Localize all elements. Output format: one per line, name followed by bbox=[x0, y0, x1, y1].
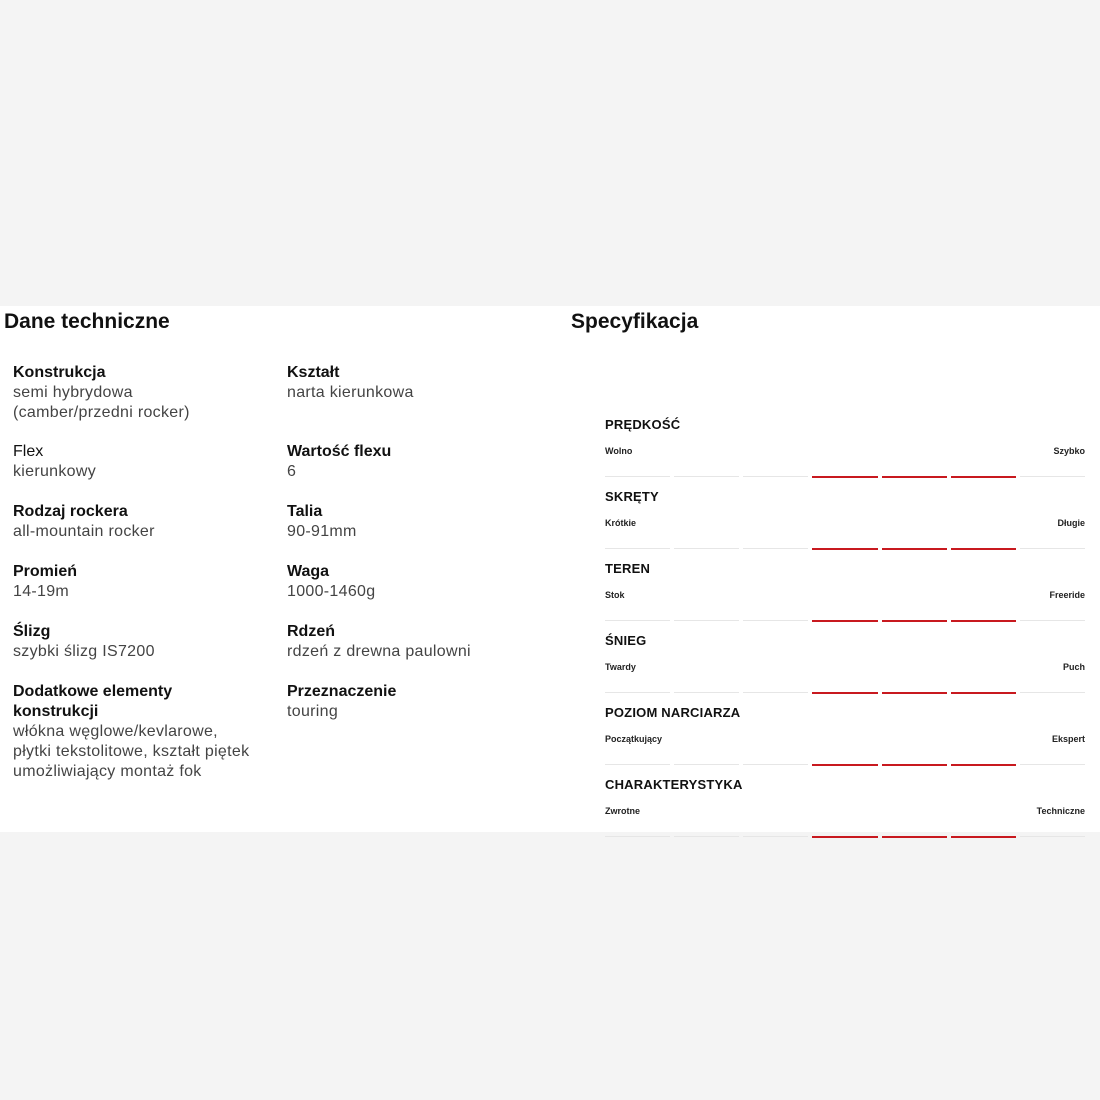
rating-segment bbox=[605, 462, 670, 477]
specification-title: Specyfikacja bbox=[571, 310, 699, 333]
rating-bar bbox=[605, 606, 1085, 620]
field-flex bbox=[13, 442, 263, 482]
field-label: Ślizg bbox=[13, 623, 51, 640]
field-value: 6 bbox=[287, 463, 297, 480]
rating-segment-active bbox=[812, 750, 877, 766]
rating-bar bbox=[605, 678, 1085, 692]
rating-segment bbox=[743, 678, 808, 693]
spec-min-label: Wolno bbox=[605, 446, 633, 456]
rating-segment-active bbox=[882, 462, 947, 478]
field-purpose bbox=[287, 682, 537, 722]
rating-segment bbox=[674, 678, 739, 693]
field-label: Dodatkowe elementy konstrukcji bbox=[13, 683, 173, 720]
field-value: all-mountain rocker bbox=[13, 523, 155, 540]
spec-max-label: Szybko bbox=[1053, 446, 1085, 456]
rating-segment bbox=[605, 750, 670, 765]
field-label: Talia bbox=[287, 503, 323, 520]
field-label: Konstrukcja bbox=[13, 364, 106, 381]
rating-segment bbox=[674, 534, 739, 549]
rating-bar bbox=[605, 822, 1085, 836]
spec-name: TEREN bbox=[605, 561, 651, 576]
spec-name: SKRĘTY bbox=[605, 489, 659, 504]
field-label: Rdzeń bbox=[287, 623, 335, 640]
rating-segment-active bbox=[951, 822, 1016, 838]
spec-min-label: Zwrotne bbox=[605, 806, 640, 816]
rating-segment bbox=[674, 750, 739, 765]
rating-segment bbox=[1020, 606, 1085, 621]
rating-segment bbox=[743, 750, 808, 765]
rating-segment bbox=[743, 606, 808, 621]
spec-row-snow bbox=[605, 633, 1085, 695]
field-label: Promień bbox=[13, 563, 78, 580]
rating-segment-active bbox=[951, 462, 1016, 478]
rating-segment-active bbox=[812, 462, 877, 478]
spec-min-label: Początkujący bbox=[605, 734, 663, 744]
technical-data-title: Dane techniczne bbox=[4, 310, 170, 333]
field-shape bbox=[287, 363, 537, 403]
rating-segment-active bbox=[882, 678, 947, 694]
rating-segment-active bbox=[882, 750, 947, 766]
rating-segment bbox=[674, 822, 739, 837]
rating-segment bbox=[605, 606, 670, 621]
spec-name: POZIOM NARCIARZA bbox=[605, 705, 741, 720]
rating-segment bbox=[1020, 678, 1085, 693]
field-rocker-type bbox=[13, 502, 263, 542]
rating-segment-active bbox=[882, 534, 947, 550]
field-waist bbox=[287, 502, 537, 542]
field-label: Przeznaczenie bbox=[287, 683, 397, 700]
rating-segment-active bbox=[951, 534, 1016, 550]
rating-segment bbox=[605, 678, 670, 693]
spec-row-turns bbox=[605, 489, 1085, 551]
spec-row-characteristics bbox=[605, 777, 1085, 839]
spec-row-skier-level bbox=[605, 705, 1085, 767]
field-value: 14-19m bbox=[13, 583, 70, 600]
field-extra-elements bbox=[13, 682, 258, 782]
rating-segment bbox=[1020, 534, 1085, 549]
rating-segment-active bbox=[812, 822, 877, 838]
field-value: włókna węglowe/kevlarowe, płytki tekstolitowe, kształt piętek umożliwiający montaż fok bbox=[13, 723, 250, 780]
rating-segment bbox=[674, 606, 739, 621]
rating-segment-active bbox=[951, 750, 1016, 766]
field-label: Wartość flexu bbox=[287, 443, 392, 460]
field-value: touring bbox=[287, 703, 339, 720]
rating-segment-active bbox=[882, 822, 947, 838]
spec-row-terrain bbox=[605, 561, 1085, 623]
spec-row-speed bbox=[605, 417, 1085, 479]
field-value: rdzeń z drewna paulowni bbox=[287, 643, 471, 660]
rating-segment bbox=[743, 822, 808, 837]
field-value: semi hybrydowa (camber/przedni rocker) bbox=[13, 384, 190, 421]
field-value: 90-91mm bbox=[287, 523, 357, 540]
spec-min-label: Krótkie bbox=[605, 518, 637, 528]
spec-max-label: Puch bbox=[1062, 662, 1085, 672]
spec-name: CHARAKTERYSTYKA bbox=[605, 777, 743, 792]
rating-bar bbox=[605, 750, 1085, 764]
spec-min-label: Twardy bbox=[605, 662, 636, 672]
spec-name: PRĘDKOŚĆ bbox=[605, 417, 681, 432]
spec-name: ŚNIEG bbox=[605, 633, 647, 648]
rating-segment-active bbox=[812, 534, 877, 550]
rating-bar bbox=[605, 462, 1085, 476]
rating-segment-active bbox=[951, 606, 1016, 622]
field-value: 1000-1460g bbox=[287, 583, 376, 600]
rating-segment bbox=[674, 462, 739, 477]
field-construction bbox=[13, 363, 263, 423]
field-value: kierunkowy bbox=[13, 463, 97, 480]
rating-segment bbox=[743, 462, 808, 477]
rating-segment-active bbox=[812, 678, 877, 694]
rating-segment bbox=[743, 534, 808, 549]
rating-segment bbox=[1020, 822, 1085, 837]
rating-segment bbox=[605, 534, 670, 549]
spec-max-label: Techniczne bbox=[1036, 806, 1085, 816]
rating-segment bbox=[1020, 750, 1085, 765]
field-base bbox=[13, 622, 263, 662]
rating-bar bbox=[605, 534, 1085, 548]
rating-segment-active bbox=[951, 678, 1016, 694]
spec-max-label: Ekspert bbox=[1051, 734, 1085, 744]
spec-max-label: Freeride bbox=[1049, 590, 1085, 600]
field-value: narta kierunkowa bbox=[287, 384, 414, 401]
field-core bbox=[287, 622, 537, 662]
rating-segment bbox=[605, 822, 670, 837]
field-weight bbox=[287, 562, 537, 602]
field-label: Flex bbox=[13, 443, 44, 460]
spec-min-label: Stok bbox=[605, 590, 625, 600]
field-label: Kształt bbox=[287, 364, 340, 381]
rating-segment bbox=[1020, 462, 1085, 477]
spec-max-label: Długie bbox=[1057, 518, 1085, 528]
rating-segment-active bbox=[812, 606, 877, 622]
field-value: szybki ślizg IS7200 bbox=[13, 643, 155, 660]
field-radius bbox=[13, 562, 263, 602]
rating-segment-active bbox=[882, 606, 947, 622]
product-details-panel bbox=[0, 306, 1100, 832]
field-label: Rodzaj rockera bbox=[13, 503, 128, 520]
field-label: Waga bbox=[287, 563, 330, 580]
field-flex-value bbox=[287, 442, 537, 482]
